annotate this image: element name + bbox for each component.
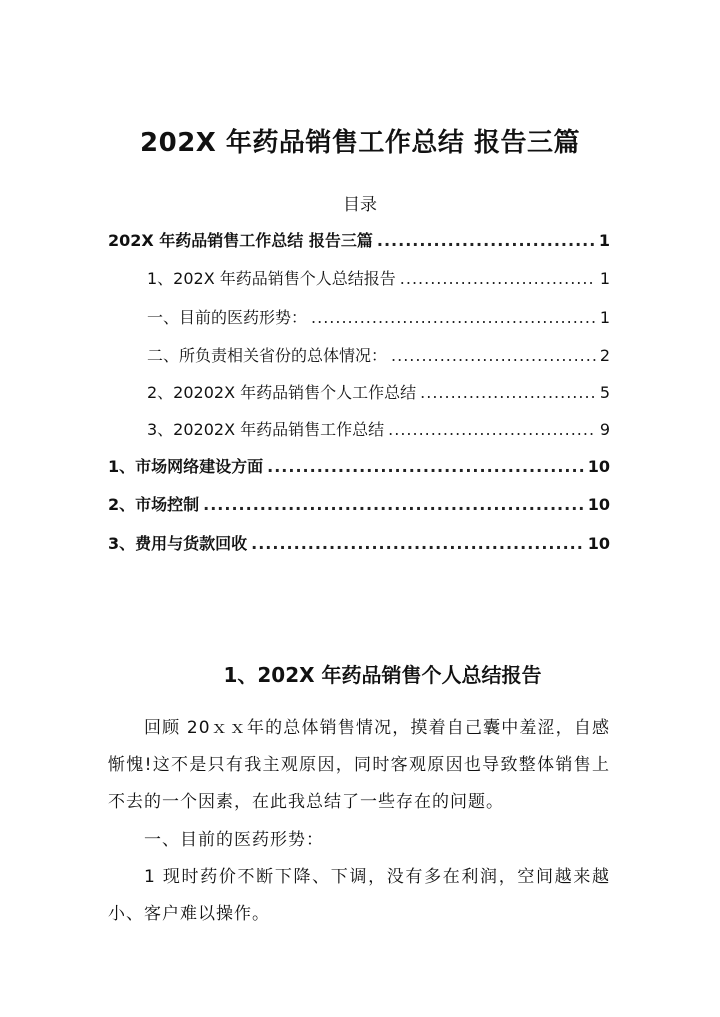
toc-entry-page: 1 [599, 308, 610, 327]
toc-leader [420, 381, 596, 405]
toc-entry-text: 1、202X 年药品销售个人总结报告 [147, 269, 396, 288]
toc-leader [391, 344, 596, 368]
toc-leader [388, 418, 596, 442]
body-paragraph: 一、目前的医药形势： [144, 830, 324, 850]
toc-entry-text: 1、市场网络建设方面 [108, 457, 264, 476]
toc-entry-text: 一、目前的医药形势： [147, 308, 308, 327]
toc-leader [203, 493, 584, 517]
toc-leader [251, 532, 584, 556]
toc-entry[interactable] [108, 229, 610, 253]
toc-entry-page: 9 [599, 420, 610, 439]
toc-entry[interactable] [147, 418, 610, 442]
toc-entry-text: 2、20202X 年药品销售个人工作总结 [147, 383, 417, 402]
toc-leader [311, 306, 596, 330]
toc-entry-page: 2 [599, 346, 610, 365]
toc-entry[interactable] [108, 532, 610, 556]
toc-leader [377, 229, 595, 253]
toc-entry[interactable] [147, 381, 610, 405]
toc-entry-text: 2、市场控制 [108, 495, 200, 514]
toc-entry-text: 202X 年药品销售工作总结 报告三篇 [108, 231, 373, 250]
body-paragraph: 1 现时药价不断下降、下调，没有多在利润，空间越来越小、客户难以操作。 [108, 867, 610, 924]
toc-leader [267, 455, 584, 479]
toc-entry[interactable] [147, 344, 610, 368]
toc-entry-page: 10 [587, 457, 610, 476]
toc-entry-text: 二、所负责相关省份的总体情况： [147, 346, 388, 365]
toc-entry-page: 1 [598, 231, 610, 250]
toc-entry-text: 3、20202X 年药品销售工作总结 [147, 420, 385, 439]
document-title: 202X 年药品销售工作总结 报告三篇 [140, 128, 580, 158]
toc-heading: 目录 [343, 195, 377, 215]
toc-entry[interactable] [108, 493, 610, 517]
body-paragraph: 回顾 20ｘｘ年的总体销售情况，摸着自己囊中羞涩，自感惭愧!这不是只有我主观原因，同时客观原因也导致整体销售上不去的一个因素，在此我总结了一些存在的问题。 [108, 718, 610, 812]
toc-entry[interactable] [147, 267, 610, 291]
toc-entry-page: 10 [587, 534, 610, 553]
toc-entry[interactable] [108, 455, 610, 479]
section-title: 1、202X 年药品销售个人总结报告 [223, 663, 542, 687]
toc-entry-page: 5 [599, 383, 610, 402]
toc-entry[interactable] [147, 306, 610, 330]
toc-entry-page: 1 [599, 269, 610, 288]
toc-leader [400, 267, 596, 291]
toc-entry-page: 10 [587, 495, 610, 514]
toc-entry-text: 3、费用与货款回收 [108, 534, 248, 553]
